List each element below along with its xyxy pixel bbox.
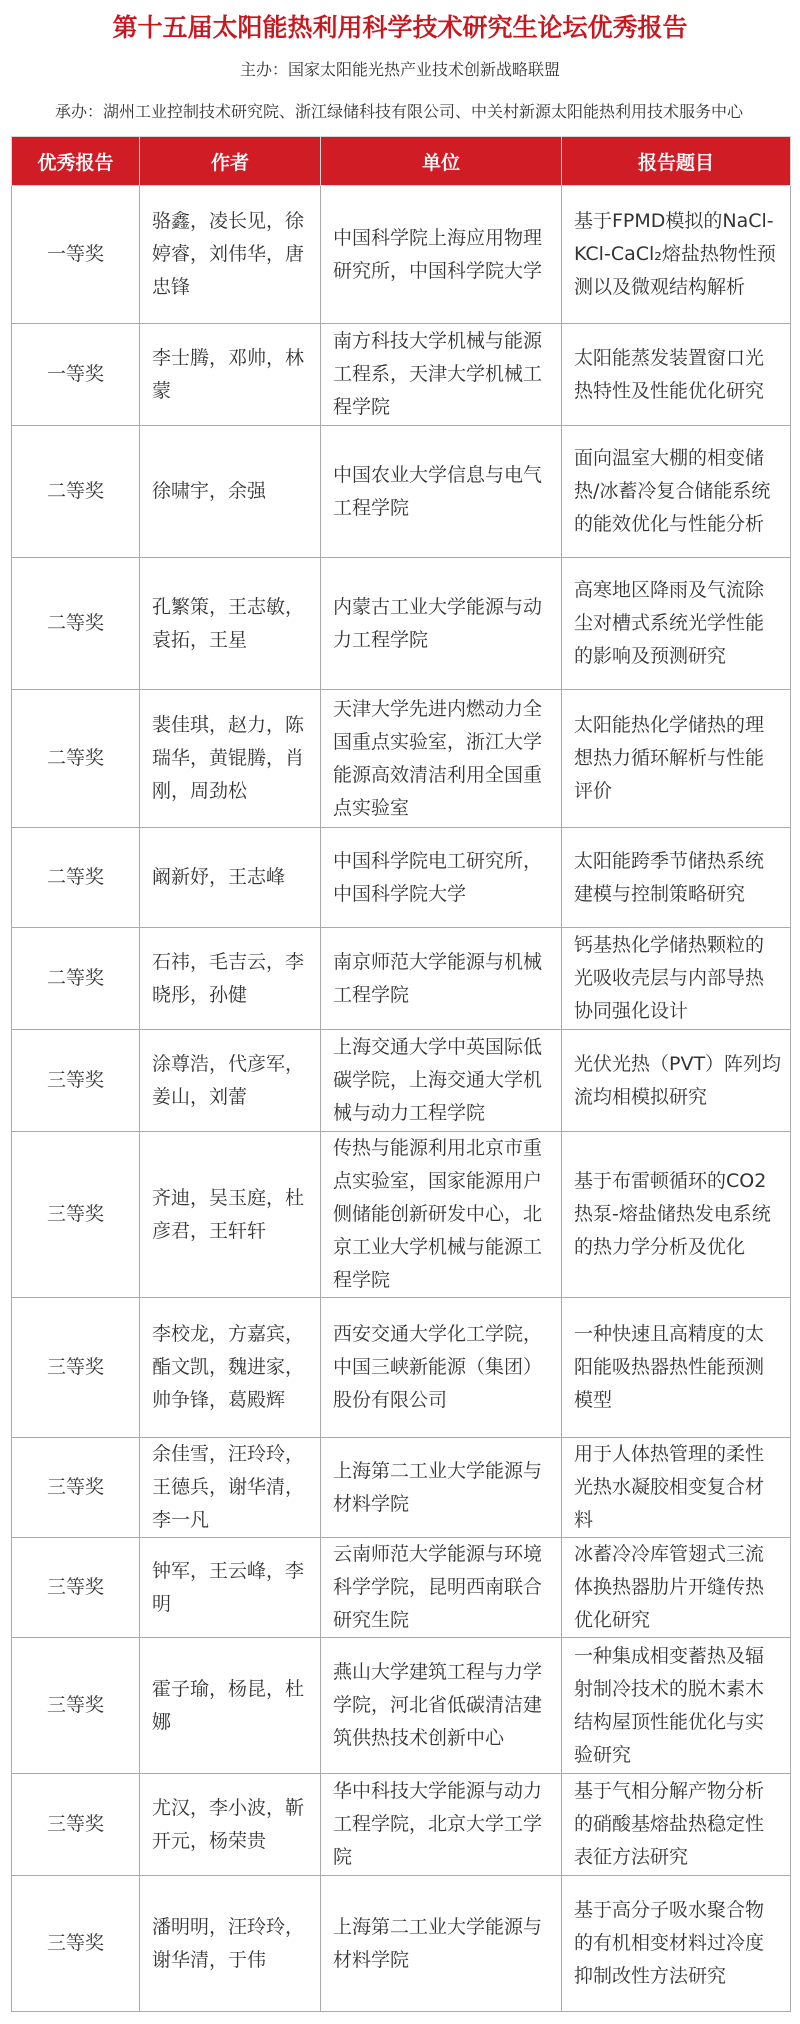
authors-cell: 李士腾，邓帅，林蒙 (140, 324, 321, 426)
table-row (12, 828, 791, 928)
authors-cell: 尤汉，李小波，靳开元，杨荣贵 (140, 1774, 321, 1876)
authors-cell: 骆鑫，凌长见，徐婷睿，刘伟华，唐忠锋 (140, 186, 321, 324)
unit-cell: 南京师范大学能源与机械工程学院 (321, 928, 562, 1030)
table-row (12, 1298, 791, 1438)
unit-cell: 西安交通大学化工学院，中国三峡新能源（集团）股份有限公司 (321, 1298, 562, 1438)
authors-cell: 霍子瑜，杨昆，杜娜 (140, 1638, 321, 1774)
table-row (12, 186, 791, 324)
awards-table (11, 136, 791, 2012)
award-cell: 三等奖 (12, 1132, 140, 1298)
unit-cell: 内蒙古工业大学能源与动力工程学院 (321, 558, 562, 690)
topic-cell: 高寒地区降雨及气流除尘对槽式系统光学性能的影响及预测研究 (562, 558, 791, 690)
unit-cell: 中国农业大学信息与电气工程学院 (321, 426, 562, 558)
award-cell: 三等奖 (12, 1876, 140, 2012)
topic-cell: 基于布雷顿循环的CO2热泵-熔盐储热发电系统的热力学分析及优化 (562, 1132, 791, 1298)
table-row (12, 1638, 791, 1774)
award-cell: 三等奖 (12, 1638, 140, 1774)
topic-cell: 一种集成相变蓄热及辐射制冷技术的脱木素木结构屋顶性能优化与实验研究 (562, 1638, 791, 1774)
table-row (12, 1876, 791, 2012)
award-cell: 三等奖 (12, 1538, 140, 1638)
page-title: 第十五届太阳能热利用科学技术研究生论坛优秀报告 (112, 13, 688, 42)
table-row (12, 1774, 791, 1876)
unit-cell: 燕山大学建筑工程与力学学院，河北省低碳清洁建筑供热技术创新中心 (321, 1638, 562, 1774)
table-row (12, 1438, 791, 1538)
topic-cell: 基于FPMD模拟的NaCl-KCl-CaCl₂熔盐热物性预测以及微观结构解析 (562, 186, 791, 324)
header-award: 优秀报告 (12, 137, 140, 186)
table-row (12, 324, 791, 426)
host-line: 主办：国家太阳能光热产业技术创新战略联盟 (239, 60, 560, 79)
table-row (12, 1538, 791, 1638)
topic-cell: 基于高分子吸水聚合物的有机相变材料过冷度抑制改性方法研究 (562, 1876, 791, 2012)
header-topic: 报告题目 (562, 137, 791, 186)
award-cell: 二等奖 (12, 828, 140, 928)
award-cell: 二等奖 (12, 928, 140, 1030)
table-row (12, 1030, 791, 1132)
unit-cell: 上海交通大学中英国际低碳学院，上海交通大学机械与动力工程学院 (321, 1030, 562, 1132)
unit-cell: 天津大学先进内燃动力全国重点实验室，浙江大学能源高效清洁利用全国重点实验室 (321, 690, 562, 828)
table-row (12, 1132, 791, 1298)
topic-cell: 太阳能蒸发装置窗口光热特性及性能优化研究 (562, 324, 791, 426)
table-row (12, 558, 791, 690)
table-row (12, 928, 791, 1030)
award-cell: 一等奖 (12, 186, 140, 324)
topic-cell: 一种快速且高精度的太阳能吸热器热性能预测模型 (562, 1298, 791, 1438)
unit-cell: 华中科技大学能源与动力工程学院，北京大学工学院 (321, 1774, 562, 1876)
unit-cell: 传热与能源利用北京市重点实验室，国家能源用户侧储能创新研发中心，北京工业大学机械与能源工程学院 (321, 1132, 562, 1298)
award-cell: 二等奖 (12, 426, 140, 558)
authors-cell: 徐啸宇，余强 (140, 426, 321, 558)
topic-cell: 基于气相分解产物分析的硝酸基熔盐热稳定性表征方法研究 (562, 1774, 791, 1876)
award-cell: 二等奖 (12, 690, 140, 828)
award-cell: 一等奖 (12, 324, 140, 426)
topic-cell: 光伏光热（PVT）阵列均流均相模拟研究 (562, 1030, 791, 1132)
table-header-row (12, 137, 791, 186)
authors-cell: 钟军，王云峰，李明 (140, 1538, 321, 1638)
header-authors: 作者 (140, 137, 321, 186)
organizer-line: 承办：湖州工业控制技术研究院、浙江绿储科技有限公司、中关村新源太阳能热利用技术服务中心 (54, 102, 743, 121)
unit-cell: 上海第二工业大学能源与材料学院 (321, 1876, 562, 2012)
award-cell: 三等奖 (12, 1298, 140, 1438)
authors-cell: 潘明明，汪玲玲，谢华清，于伟 (140, 1876, 321, 2012)
authors-cell: 阚新妤，王志峰 (140, 828, 321, 928)
authors-cell: 余佳雪，汪玲玲，王德兵，谢华清，李一凡 (140, 1438, 321, 1538)
authors-cell: 裴佳琪，赵力，陈瑞华，黄锟腾，肖刚，周劲松 (140, 690, 321, 828)
topic-cell: 太阳能热化学储热的理想热力循环解析与性能评价 (562, 690, 791, 828)
unit-cell: 云南师范大学能源与环境科学学院，昆明西南联合研究生院 (321, 1538, 562, 1638)
award-cell: 三等奖 (12, 1774, 140, 1876)
authors-cell: 石祎，毛吉云，李晓彤，孙健 (140, 928, 321, 1030)
topic-cell: 钙基热化学储热颗粒的光吸收壳层与内部导热协同强化设计 (562, 928, 791, 1030)
award-cell: 三等奖 (12, 1438, 140, 1538)
authors-cell: 齐迪，吴玉庭，杜彦君，王轩轩 (140, 1132, 321, 1298)
authors-cell: 涂尊浩，代彦军，姜山，刘蕾 (140, 1030, 321, 1132)
authors-cell: 孔繁策，王志敏，袁拓，王星 (140, 558, 321, 690)
unit-cell: 上海第二工业大学能源与材料学院 (321, 1438, 562, 1538)
topic-cell: 冰蓄冷冷库管翅式三流体换热器肋片开缝传热优化研究 (562, 1538, 791, 1638)
unit-cell: 中国科学院电工研究所，中国科学院大学 (321, 828, 562, 928)
topic-cell: 用于人体热管理的柔性光热水凝胶相变复合材料 (562, 1438, 791, 1538)
topic-cell: 面向温室大棚的相变储热/冰蓄冷复合储能系统的能效优化与性能分析 (562, 426, 791, 558)
unit-cell: 中国科学院上海应用物理研究所，中国科学院大学 (321, 186, 562, 324)
table-row (12, 426, 791, 558)
award-cell: 二等奖 (12, 558, 140, 690)
header-unit: 单位 (321, 137, 562, 186)
table-row (12, 690, 791, 828)
unit-cell: 南方科技大学机械与能源工程系，天津大学机械工程学院 (321, 324, 562, 426)
authors-cell: 李校龙，方嘉宾，酯文凯，魏进家，帅争锋，葛殿辉 (140, 1298, 321, 1438)
award-cell: 三等奖 (12, 1030, 140, 1132)
topic-cell: 太阳能跨季节储热系统建模与控制策略研究 (562, 828, 791, 928)
